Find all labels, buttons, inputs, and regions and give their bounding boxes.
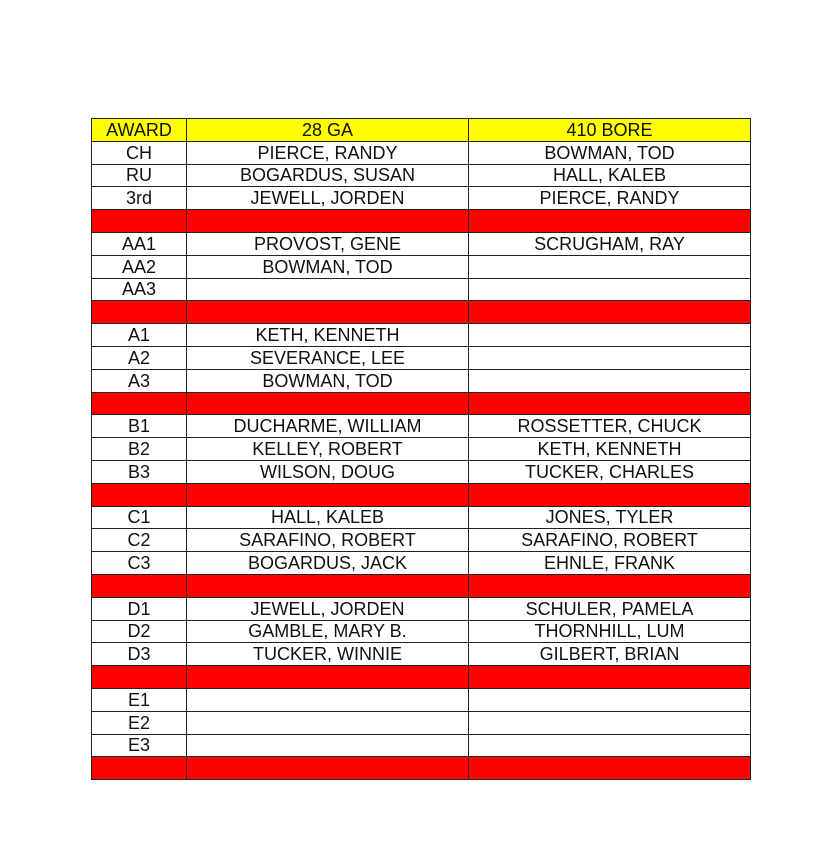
award-cell: A2 xyxy=(92,346,187,369)
separator-cell xyxy=(92,757,187,780)
table-row xyxy=(92,643,751,666)
table-row xyxy=(92,232,751,255)
bore410-name-cell xyxy=(469,369,751,392)
ga28-name-cell xyxy=(187,278,469,301)
award-cell: C3 xyxy=(92,552,187,575)
separator-cell xyxy=(92,301,187,324)
bore410-name-cell: SCRUGHAM, RAY xyxy=(469,232,751,255)
bore410-name-cell: HALL, KALEB xyxy=(469,164,751,187)
separator-cell xyxy=(469,757,751,780)
separator-cell xyxy=(187,210,469,233)
separator-cell xyxy=(187,574,469,597)
award-cell: A3 xyxy=(92,369,187,392)
award-cell: RU xyxy=(92,164,187,187)
bore410-name-cell xyxy=(469,346,751,369)
table-row xyxy=(92,734,751,757)
separator-cell xyxy=(92,666,187,689)
award-cell: AA3 xyxy=(92,278,187,301)
award-cell: D1 xyxy=(92,597,187,620)
award-cell: CH xyxy=(92,141,187,164)
separator-cell xyxy=(187,301,469,324)
table-row xyxy=(92,438,751,461)
ga28-name-cell: TUCKER, WINNIE xyxy=(187,643,469,666)
bore410-name-cell: EHNLE, FRANK xyxy=(469,552,751,575)
separator-cell xyxy=(92,210,187,233)
separator-row xyxy=(92,483,751,506)
header-row xyxy=(92,119,751,142)
bore410-name-cell: ROSSETTER, CHUCK xyxy=(469,415,751,438)
ga28-name-cell: PROVOST, GENE xyxy=(187,232,469,255)
ga28-name-cell: KETH, KENNETH xyxy=(187,324,469,347)
table-row xyxy=(92,369,751,392)
award-column-header: AWARD xyxy=(92,119,187,142)
separator-cell xyxy=(187,757,469,780)
separator-row xyxy=(92,392,751,415)
table-row xyxy=(92,324,751,347)
ga28-name-cell xyxy=(187,711,469,734)
separator-cell xyxy=(92,483,187,506)
ga28-name-cell: SEVERANCE, LEE xyxy=(187,346,469,369)
ga28-name-cell xyxy=(187,734,469,757)
bore410-name-cell: KETH, KENNETH xyxy=(469,438,751,461)
award-cell: E2 xyxy=(92,711,187,734)
ga28-column-header: 28 GA xyxy=(187,119,469,142)
table-row xyxy=(92,164,751,187)
award-cell: AA2 xyxy=(92,255,187,278)
separator-cell xyxy=(469,392,751,415)
separator-row xyxy=(92,666,751,689)
ga28-name-cell: PIERCE, RANDY xyxy=(187,141,469,164)
bore410-name-cell: TUCKER, CHARLES xyxy=(469,460,751,483)
award-cell: AA1 xyxy=(92,232,187,255)
bore410-name-cell xyxy=(469,255,751,278)
award-cell: C2 xyxy=(92,529,187,552)
ga28-name-cell: SARAFINO, ROBERT xyxy=(187,529,469,552)
bore410-name-cell xyxy=(469,734,751,757)
separator-row xyxy=(92,301,751,324)
separator-cell xyxy=(469,666,751,689)
bore410-name-cell: GILBERT, BRIAN xyxy=(469,643,751,666)
award-cell: A1 xyxy=(92,324,187,347)
table-row xyxy=(92,141,751,164)
bore410-name-cell: THORNHILL, LUM xyxy=(469,620,751,643)
table-row xyxy=(92,346,751,369)
table-row xyxy=(92,597,751,620)
table-body xyxy=(92,141,751,779)
table-row xyxy=(92,620,751,643)
ga28-name-cell: BOGARDUS, JACK xyxy=(187,552,469,575)
separator-cell xyxy=(92,392,187,415)
ga28-name-cell: BOGARDUS, SUSAN xyxy=(187,164,469,187)
table-row xyxy=(92,688,751,711)
award-cell: D2 xyxy=(92,620,187,643)
separator-cell xyxy=(187,392,469,415)
separator-row xyxy=(92,574,751,597)
bore410-column-header: 410 BORE xyxy=(469,119,751,142)
award-cell: E1 xyxy=(92,688,187,711)
award-cell: B1 xyxy=(92,415,187,438)
separator-cell xyxy=(469,210,751,233)
ga28-name-cell: BOWMAN, TOD xyxy=(187,369,469,392)
ga28-name-cell: JEWELL, JORDEN xyxy=(187,187,469,210)
bore410-name-cell: SCHULER, PAMELA xyxy=(469,597,751,620)
ga28-name-cell: HALL, KALEB xyxy=(187,506,469,529)
table-row xyxy=(92,278,751,301)
ga28-name-cell: KELLEY, ROBERT xyxy=(187,438,469,461)
ga28-name-cell: JEWELL, JORDEN xyxy=(187,597,469,620)
table-row xyxy=(92,255,751,278)
award-cell: B2 xyxy=(92,438,187,461)
award-cell: E3 xyxy=(92,734,187,757)
bore410-name-cell: SARAFINO, ROBERT xyxy=(469,529,751,552)
bore410-name-cell: JONES, TYLER xyxy=(469,506,751,529)
bore410-name-cell xyxy=(469,688,751,711)
separator-cell xyxy=(469,483,751,506)
separator-row xyxy=(92,757,751,780)
table-row xyxy=(92,460,751,483)
separator-cell xyxy=(469,574,751,597)
separator-row xyxy=(92,210,751,233)
table-row xyxy=(92,711,751,734)
separator-cell xyxy=(187,666,469,689)
bore410-name-cell xyxy=(469,278,751,301)
bore410-name-cell: PIERCE, RANDY xyxy=(469,187,751,210)
table-row xyxy=(92,187,751,210)
ga28-name-cell: GAMBLE, MARY B. xyxy=(187,620,469,643)
separator-cell xyxy=(187,483,469,506)
bore410-name-cell: BOWMAN, TOD xyxy=(469,141,751,164)
bore410-name-cell xyxy=(469,711,751,734)
table-row xyxy=(92,506,751,529)
separator-cell xyxy=(92,574,187,597)
award-cell: D3 xyxy=(92,643,187,666)
award-cell: C1 xyxy=(92,506,187,529)
bore410-name-cell xyxy=(469,324,751,347)
ga28-name-cell: BOWMAN, TOD xyxy=(187,255,469,278)
ga28-name-cell: WILSON, DOUG xyxy=(187,460,469,483)
table-row xyxy=(92,552,751,575)
award-cell: B3 xyxy=(92,460,187,483)
separator-cell xyxy=(469,301,751,324)
table-row xyxy=(92,415,751,438)
ga28-name-cell: DUCHARME, WILLIAM xyxy=(187,415,469,438)
award-results-table xyxy=(91,118,751,780)
award-cell: 3rd xyxy=(92,187,187,210)
table-row xyxy=(92,529,751,552)
ga28-name-cell xyxy=(187,688,469,711)
